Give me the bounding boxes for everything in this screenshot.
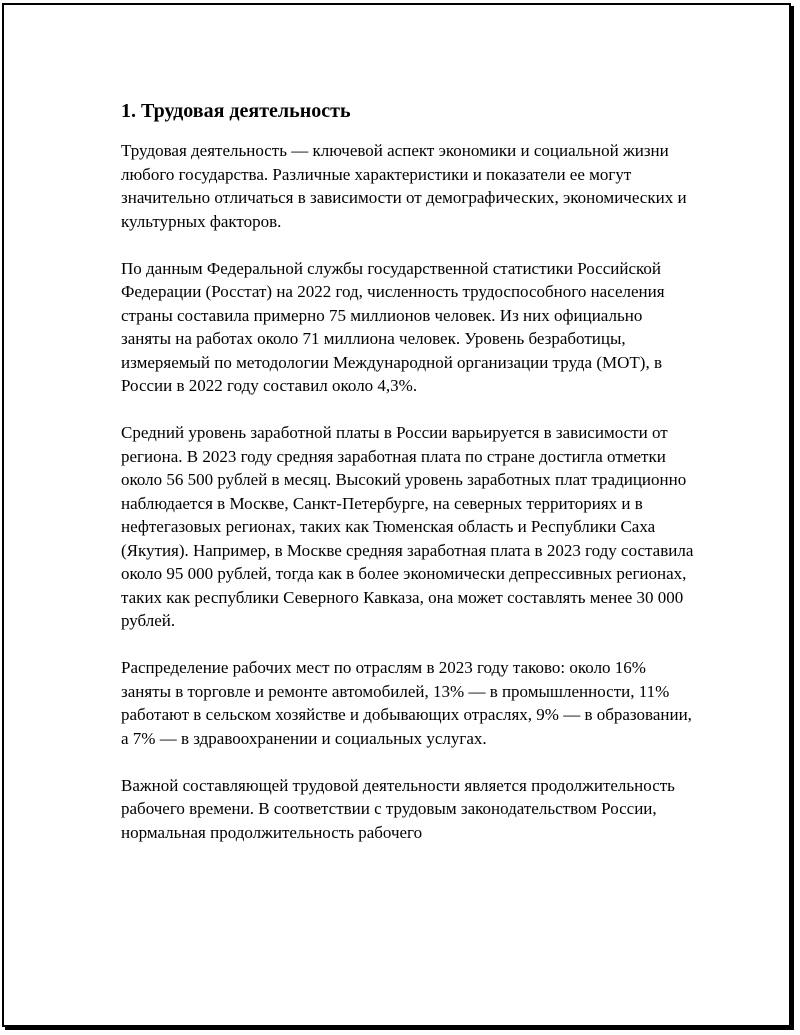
document-body [121,97,696,868]
page-frame [2,3,791,1027]
section-title: 1. Трудовая деятельность [121,100,351,122]
paragraph-intro: Трудовая деятельность — ключевой аспект экономики и социальной жизни любого государства. Различные характеристики и показатели ее могут значительно отличаться в зависимости от демографических, экономических и культурных факторов. [121,141,687,231]
paragraph-rosstat: По данным Федеральной службы государственной статистики Российской Федерации (Росстат) на 2022 год, численность трудоспособного населения страны составила примерно 75 миллионов человек. Из них официально заняты на работах около 71 миллиона человек. Уровень безработицы, измеряемый по методологии Международной организации труда (МОТ), в России в 2022 году составил около 4,3%. [121,258,665,395]
paragraph-industries: Распределение рабочих мест по отраслям в 2023 году таково: около 16% заняты в торговле и ремонте автомобилей, 13% — в промышленности, 11% работают в сельском хозяйстве и добывающих отраслях, 9% — в образовании, а 7% — в здравоохранении и социальных услугах. [121,658,692,748]
paragraph-working-hours: Важной составляющей трудовой деятельности является продолжительность рабочего времени. В соответствии с трудовым законодательством России, нормальная продолжительность рабочего [121,775,675,842]
paragraph-salary: Средний уровень заработной платы в России варьируется в зависимости от региона. В 2023 году средняя заработная плата по стране достигла отметки около 56 500 рублей в месяц. Высокий уровень заработных плат традиционно наблюдается в Москве, Санкт-Петербурге, на северных территориях и в нефтегазовых регионах, таких как Тюменская область и Республики Саха (Якутия). Например, в Москве средняя заработная плата в 2023 году составила около 95 000 рублей, тогда как в более экономически депрессивных регионах, таких как республики Северного Кавказа, она может составлять менее 30 000 рублей. [121,423,694,630]
